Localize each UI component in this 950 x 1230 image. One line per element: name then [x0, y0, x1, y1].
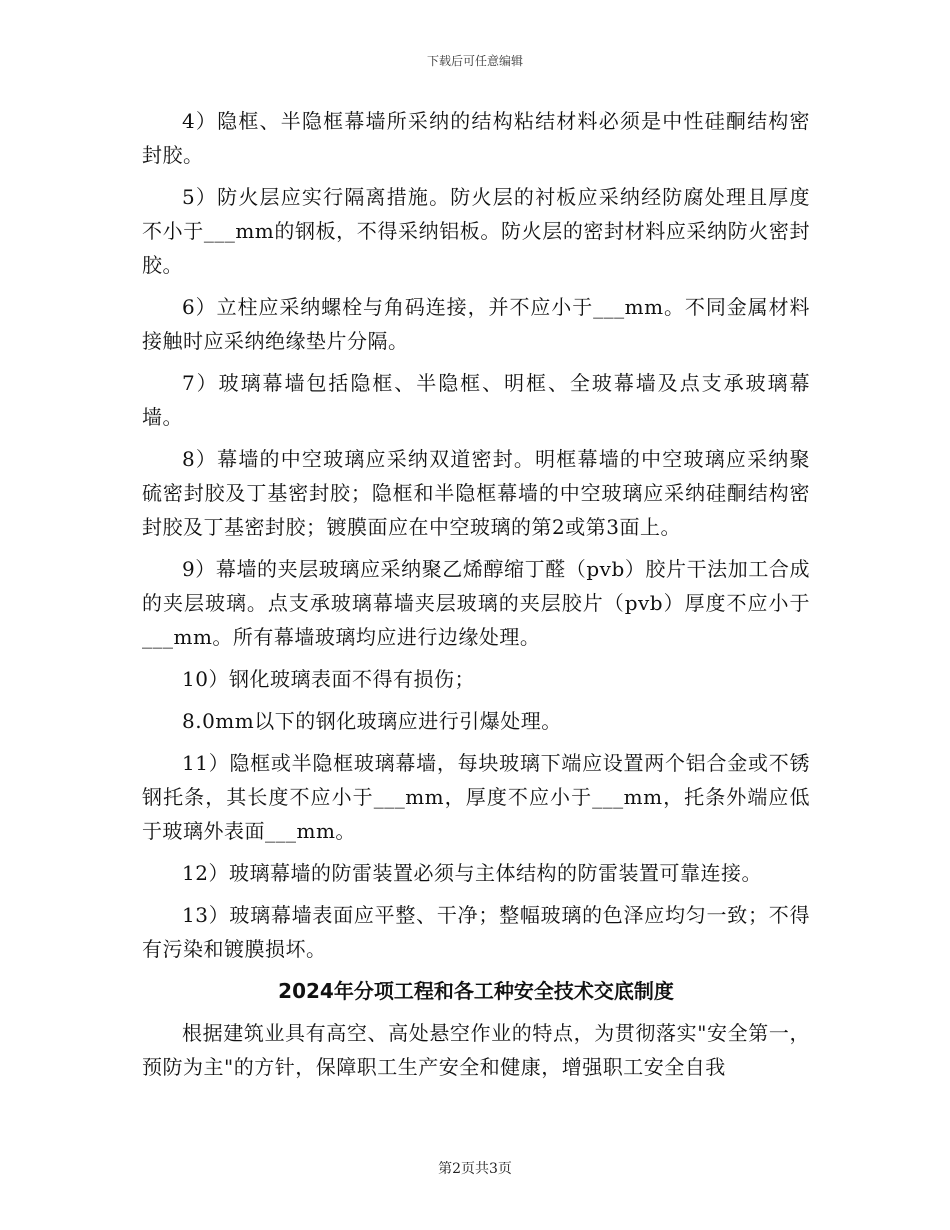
paragraph-item-5: 5）防火层应实行隔离措施。防火层的衬板应采纳经防腐处理且厚度不小于___mm的钢板，不得采纳铝板。防火层的密封材料应采纳防火密封胶。 [142, 185, 810, 277]
paragraph-item-6: 6）立柱应采纳螺栓与角码连接，并不应小于___mm。不同金属材料接触时应采纳绝缘垫片分隔。 [142, 295, 810, 353]
paragraph-item-11: 11）隐框或半隐框玻璃幕墙，每块玻璃下端应设置两个铝合金或不锈钢托条，其长度不应小于___mm，厚度不应小于___mm，托条外端应低于玻璃外表面___mm。 [142, 751, 810, 843]
page-footer: 第2页共3页 [438, 1161, 512, 1177]
page-header: 下载后可任意编辑 [426, 54, 523, 68]
section-title: 2024年分项工程和各工种安全技术交底制度 [278, 979, 674, 1003]
document-body [142, 104, 810, 1092]
paragraph-item-13: 13）玻璃幕墙表面应平整、干净；整幅玻璃的色泽应均匀一致；不得有污染和镀膜损坏。 [142, 903, 810, 961]
paragraph-item-8: 8）幕墙的中空玻璃应采纳双道密封。明框幕墙的中空玻璃应采纳聚硫密封胶及丁基密封胶；隐框和半隐框幕墙的中空玻璃应采纳硅酮结构密封胶及丁基密封胶；镀膜面应在中空玻璃的第2或第3面上。 [142, 447, 810, 539]
paragraph-item-4: 4）隐框、半隐框幕墙所采纳的结构粘结材料必须是中性硅酮结构密封胶。 [142, 109, 810, 167]
paragraph-item-10: 10）钢化玻璃表面不得有损伤； [182, 667, 475, 691]
paragraph-item-10-continued: 8.0mm以下的钢化玻璃应进行引爆处理。 [182, 709, 562, 733]
paragraph-item-7: 7）玻璃幕墙包括隐框、半隐框、明框、全玻幕墙及点支承玻璃幕墙。 [142, 371, 810, 429]
paragraph-item-12: 12）玻璃幕墙的防雷装置必须与主体结构的防雷装置可靠连接。 [182, 861, 762, 885]
section-intro-paragraph: 根据建筑业具有高空、高处悬空作业的特点，为贯彻落实"安全第一，预防为主"的方针，保障职工生产安全和健康，增强职工安全自我 [142, 1021, 810, 1079]
paragraph-item-9: 9）幕墙的夹层玻璃应采纳聚乙烯醇缩丁醛（pvb）胶片干法加工合成的夹层玻璃。点支承玻璃幕墙夹层玻璃的夹层胶片（pvb）厚度不应小于___mm。所有幕墙玻璃均应进行边缘处理。 [142, 557, 810, 649]
